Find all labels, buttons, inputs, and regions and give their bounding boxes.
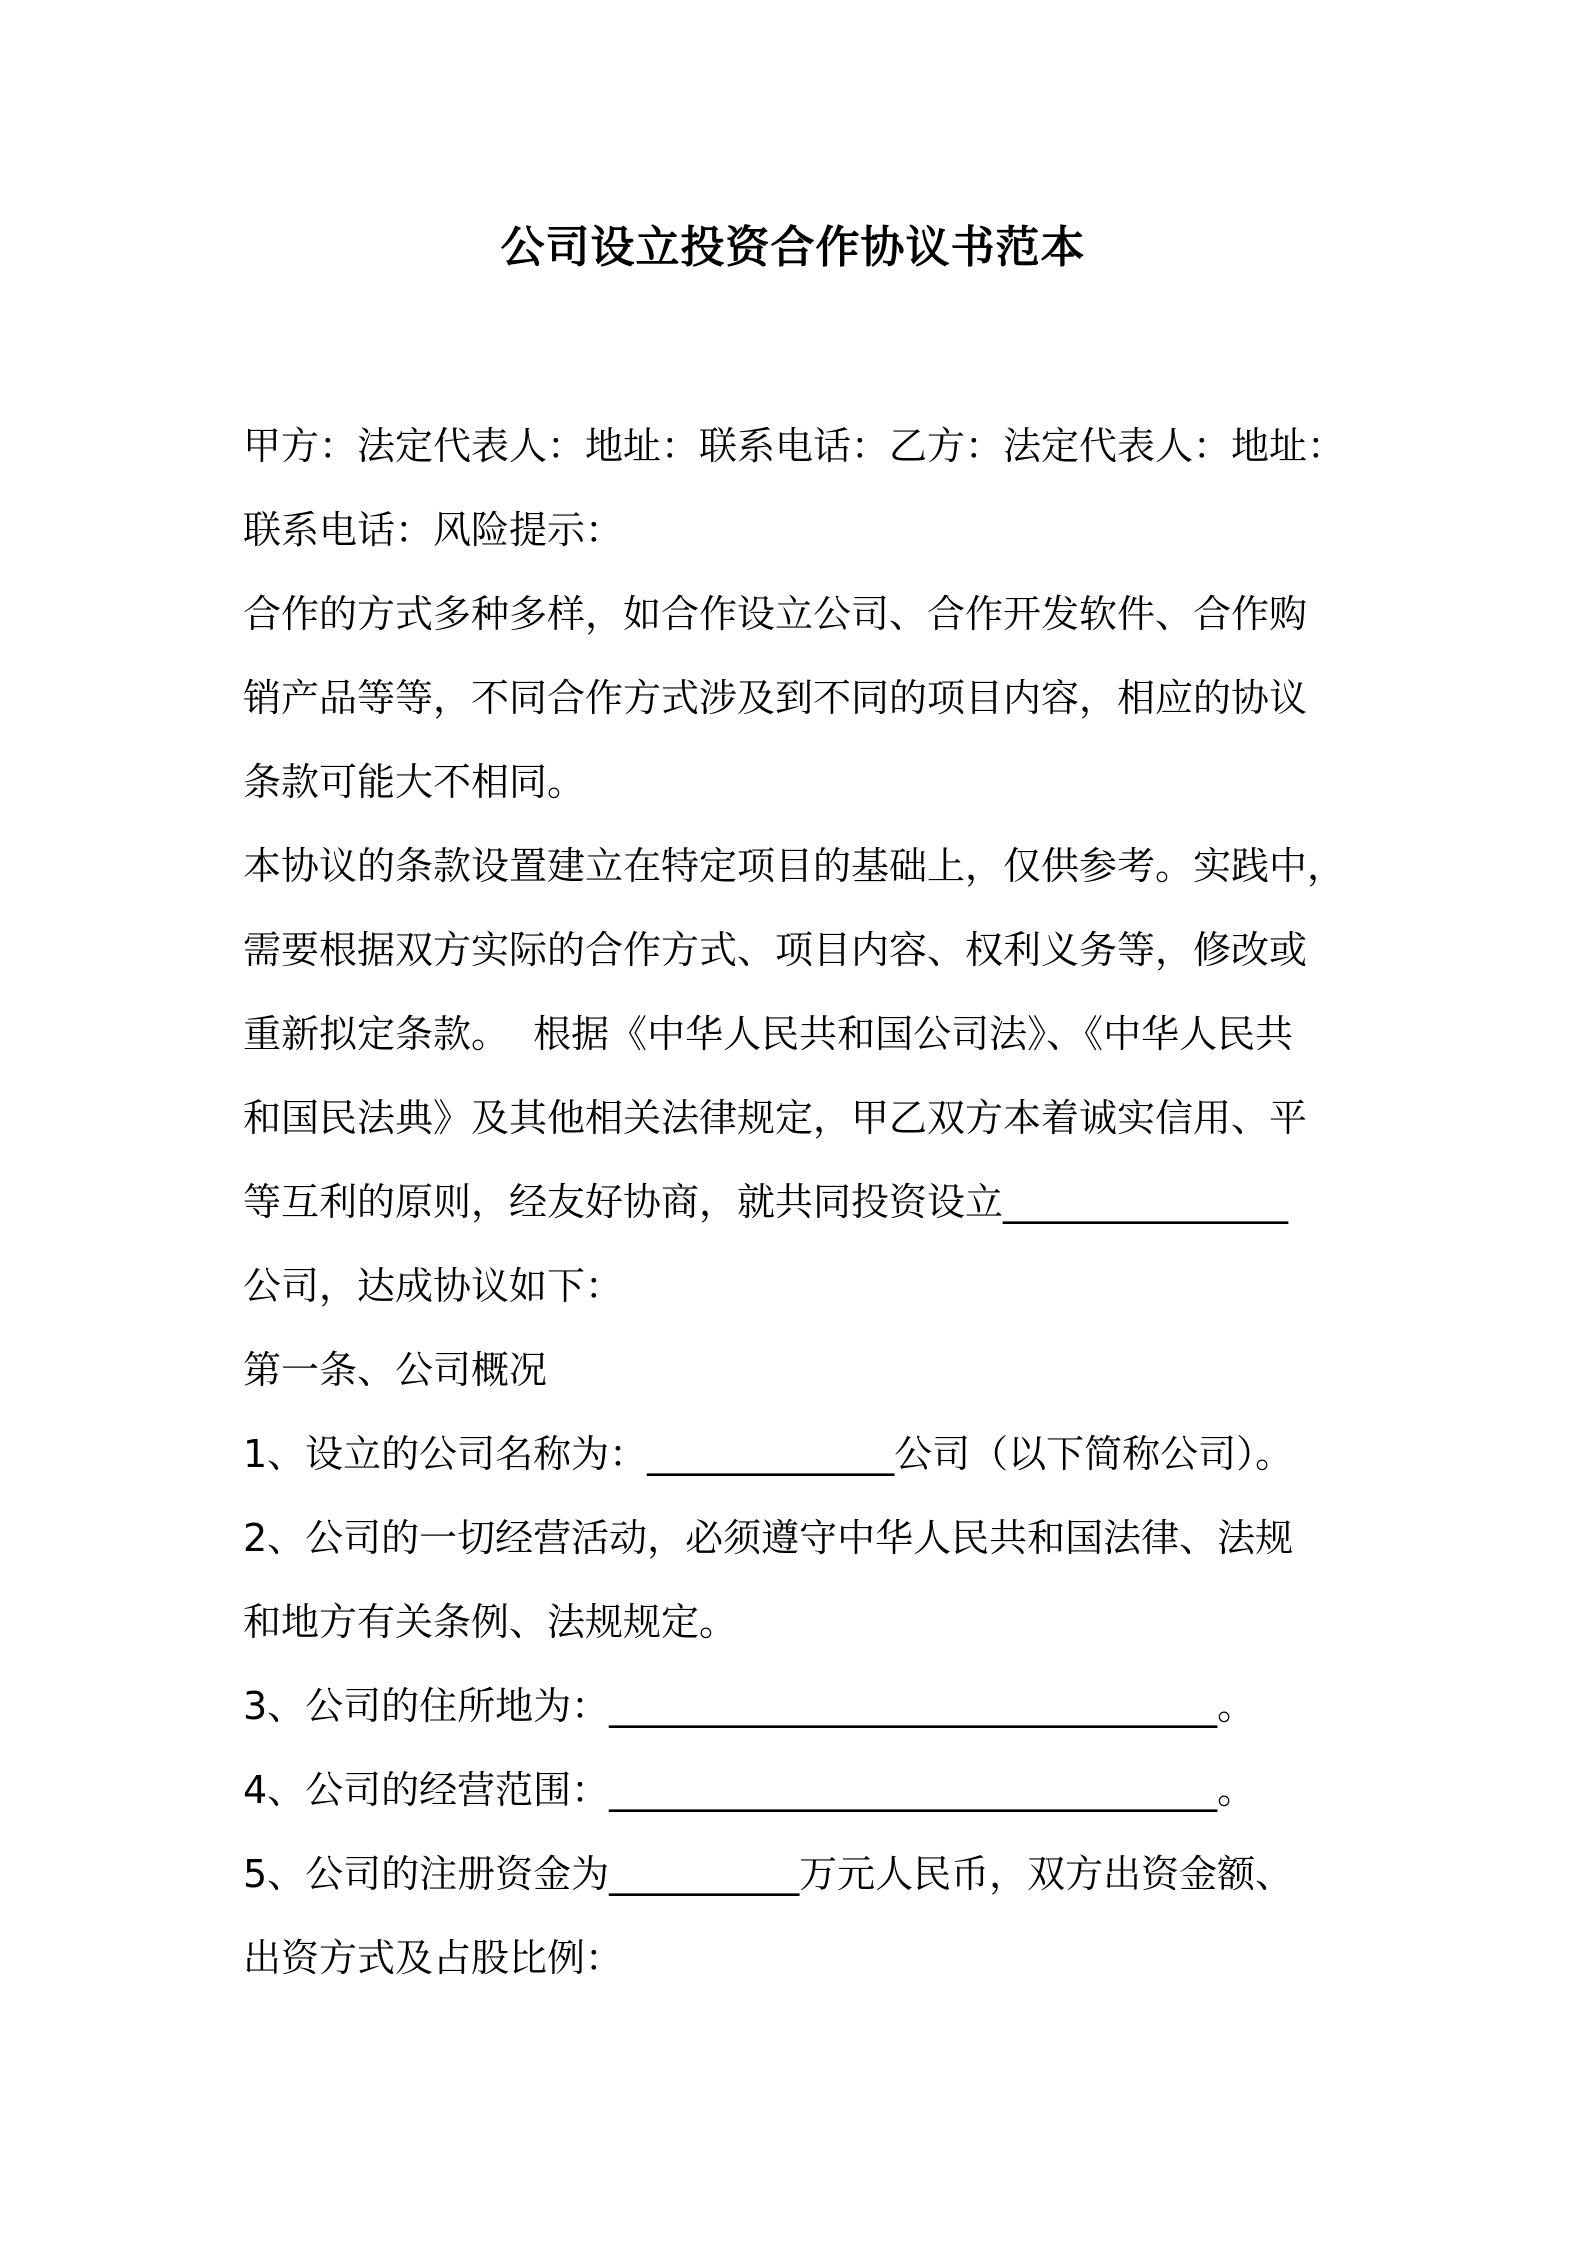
body-line: 公司，达成协议如下： [243, 1264, 624, 1308]
body-line: 销产品等等，不同合作方式涉及到不同的项目内容，相应的协议 [243, 676, 1308, 720]
body-line: 和国民法典》及其他相关法律规定，甲乙双方本着诚实信用、平 [243, 1096, 1308, 1140]
body-line: 出资方式及占股比例： [243, 1936, 624, 1980]
body-line: 联系电话：风险提示： [243, 508, 624, 552]
body-line: 等互利的原则，经友好协商，就共同投资设立_______________ [243, 1180, 1289, 1224]
body-line: 4、公司的经营范围：________________________________。 [243, 1768, 1256, 1812]
body-line: 5、公司的注册资金为__________万元人民币，双方出资金额、 [243, 1852, 1294, 1896]
body-line: 甲方：法定代表人：地址：联系电话：乙方：法定代表人：地址： [243, 424, 1346, 468]
document-title: 公司设立投资合作协议书范本 [500, 222, 1086, 273]
body-line: 条款可能大不相同。 [243, 760, 586, 804]
body-line: 本协议的条款设置建立在特定项目的基础上，仅供参考。实践中， [243, 844, 1346, 888]
body-line: 重新拟定条款。 根据《中华人民共和国公司法》、《中华人民共 [243, 1012, 1294, 1056]
body-line: 合作的方式多种多样，如合作设立公司、合作开发软件、合作购 [243, 592, 1308, 636]
body-line: 和地方有关条例、法规规定。 [243, 1600, 738, 1644]
document-body [243, 404, 1355, 2000]
body-line: 需要根据双方实际的合作方式、项目内容、权利义务等，修改或 [243, 928, 1308, 972]
body-line: 3、公司的住所地为：________________________________。 [243, 1684, 1256, 1728]
section-heading: 第一条、公司概况 [243, 1348, 548, 1392]
body-line: 2、公司的一切经营活动，必须遵守中华人民共和国法律、法规 [243, 1516, 1294, 1560]
body-line: 1、设立的公司名称为：_____________公司（以下简称公司）。 [243, 1432, 1294, 1476]
